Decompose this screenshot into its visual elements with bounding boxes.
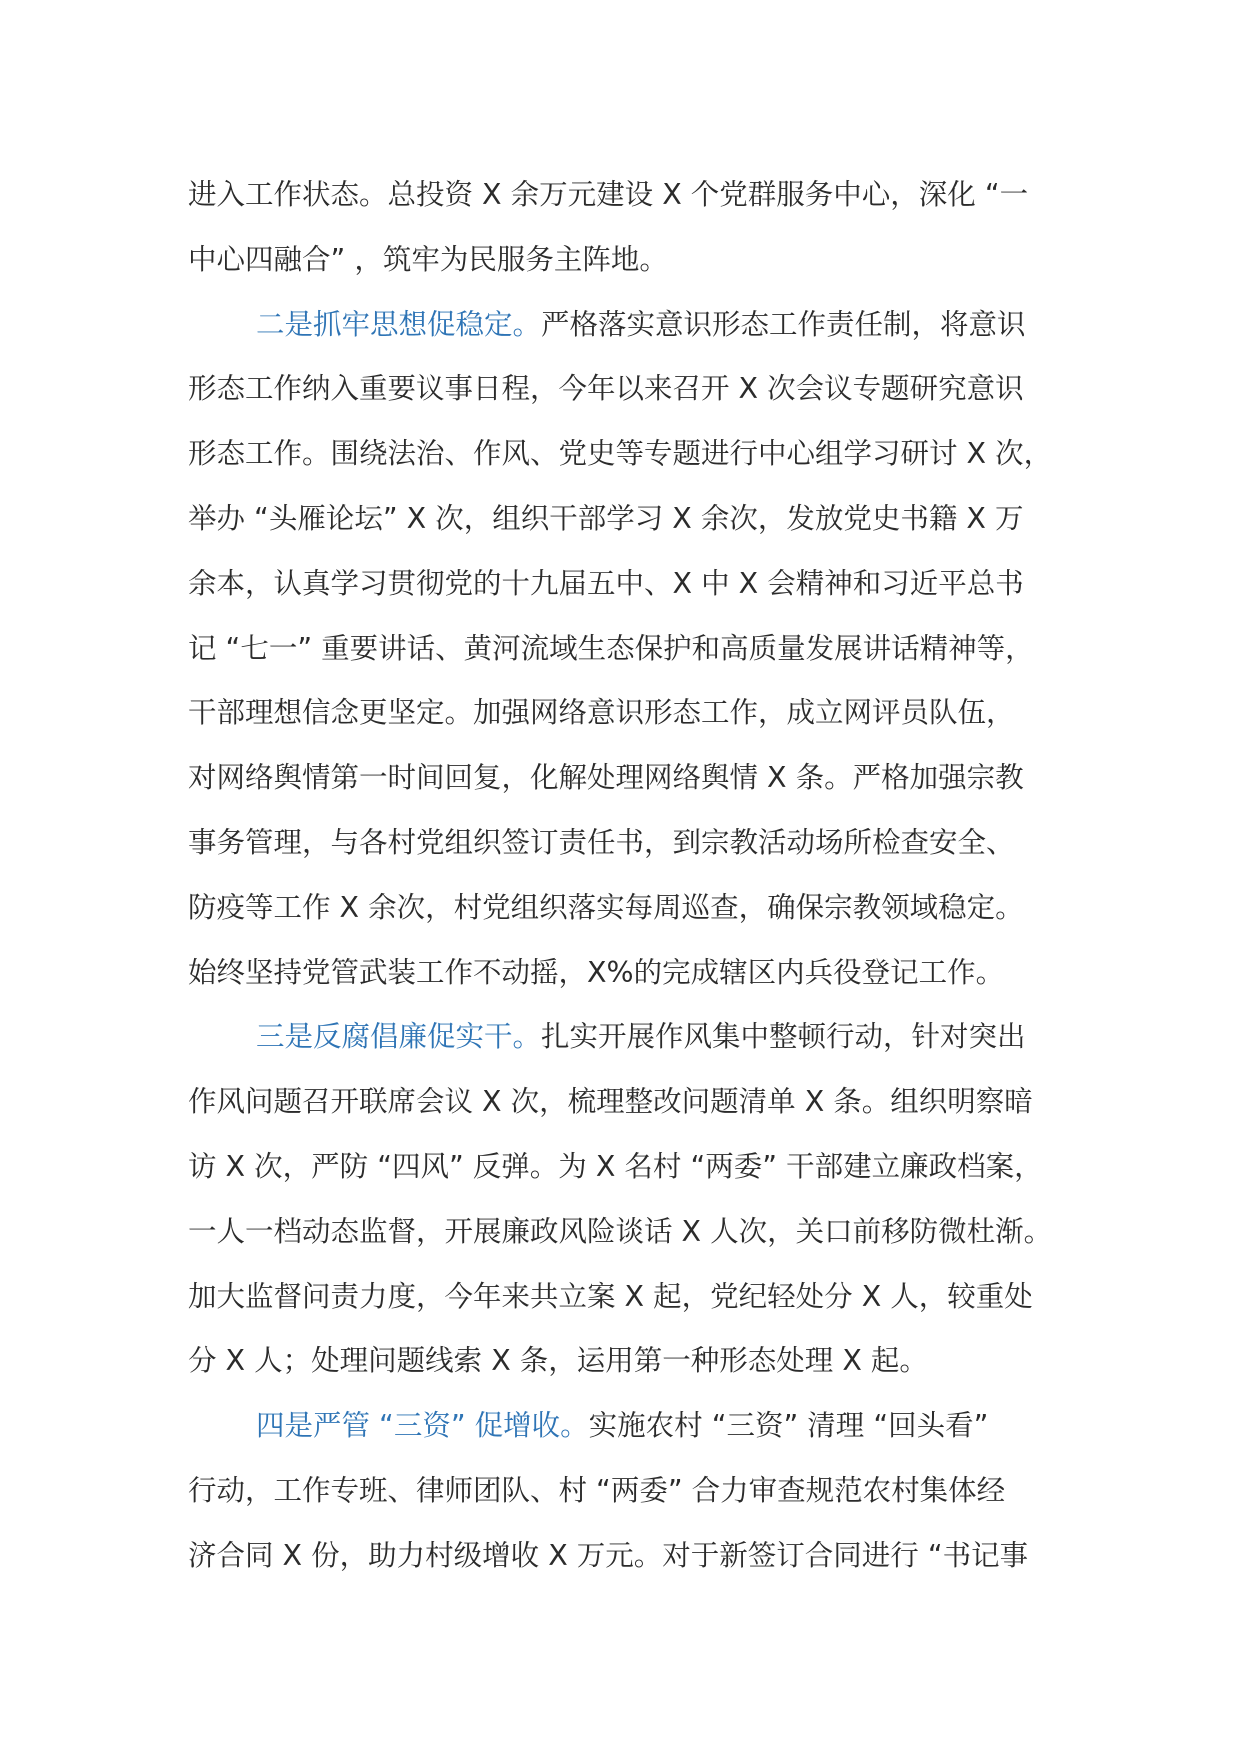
line-text: 济合同 X 份，助力村级增收 X 万元。对于新签订合同进行 “书记事 <box>188 1538 1029 1572</box>
text-line <box>188 1135 1068 1200</box>
text-line <box>188 357 1068 422</box>
text-line <box>188 1265 1068 1330</box>
line-text: 访 X 次，严防 “四风” 反弹。为 X 名村 “两委” 干部建立廉政档案， <box>188 1149 1043 1183</box>
line-text: 记 “七一” 重要讲话、黄河流域生态保护和高质量发展讲话精神等， <box>188 631 1034 665</box>
line-text: 防疫等工作 X 余次，村党组织落实每周巡查，确保宗教领域稳定。 <box>188 890 1024 924</box>
text-line <box>188 1524 1068 1589</box>
text-line <box>188 746 1068 811</box>
line-text: 行动，工作专班、律师团队、村 “两委” 合力审查规范农村集体经 <box>188 1473 1006 1507</box>
line-text: 进入工作状态。总投资 X 余万元建设 X 个党群服务中心，深化 “一 <box>188 178 1029 211</box>
text-line <box>188 487 1068 552</box>
paragraph-start-line <box>188 293 1068 358</box>
text-line <box>188 941 1068 1006</box>
paragraph-start-line <box>188 1394 1068 1459</box>
section-heading: 二是抓牢思想促稳定。 <box>256 307 542 341</box>
line-text: 形态工作。围绕法治、作风、党史等专题进行中心组学习研讨 X 次， <box>188 437 1053 471</box>
line-text: 中心四融合” ，筑牢为民服务主阵地。 <box>188 242 668 276</box>
line-text: 余本，认真学习贯彻党的十九届五中、X 中 X 会精神和习近平总书 <box>188 566 1024 600</box>
paragraph-start-line <box>188 1005 1068 1070</box>
text-line <box>188 1329 1068 1394</box>
text-line <box>188 1200 1068 1265</box>
text-line <box>188 422 1068 487</box>
line-text: 举办 “头雁论坛” X 次，组织干部学习 X 余次，发放党史书籍 X 万 <box>188 501 1024 535</box>
text-line <box>188 552 1068 617</box>
line-text: 事务管理，与各村党组织签订责任书，到宗教活动场所检查安全、 <box>188 825 1015 859</box>
line-text: 扎实开展作风集中整顿行动，针对突出 <box>541 1020 1026 1054</box>
line-text: 严格落实意识形态工作责任制，将意识 <box>541 307 1026 341</box>
line-text: 实施农村 “三资” 清理 “回头看” <box>588 1409 989 1443</box>
line-text: 分 X 人；处理问题线索 X 条，运用第一种形态处理 X 起。 <box>188 1344 928 1378</box>
text-line <box>188 1070 1068 1135</box>
text-line <box>188 617 1068 682</box>
line-text: 始终坚持党管武装工作不动摇，X%的完成辖区内兵役登记工作。 <box>188 955 1005 989</box>
text-line <box>188 811 1068 876</box>
section-heading: 四是严管 “三资” 促增收。 <box>256 1409 589 1443</box>
text-line <box>188 876 1068 941</box>
text-line <box>188 163 1068 228</box>
text-line <box>188 1459 1068 1524</box>
line-text: 对网络舆情第一时间回复，化解处理网络舆情 X 条。严格加强宗教 <box>188 761 1024 795</box>
line-text: 作风问题召开联席会议 X 次，梳理整改问题清单 X 条。组织明察暗 <box>188 1085 1033 1119</box>
line-text: 一人一档动态监督，开展廉政风险谈话 X 人次，关口前移防微杜渐。 <box>188 1214 1053 1248</box>
line-text: 形态工作纳入重要议事日程，今年以来召开 X 次会议专题研究意识 <box>188 372 1024 406</box>
text-line <box>188 228 1068 293</box>
line-text: 干部理想信念更坚定。加强网络意识形态工作，成立网评员队伍， <box>188 696 1015 730</box>
section-heading: 三是反腐倡廉促实干。 <box>256 1020 542 1054</box>
line-text: 加大监督问责力度，今年来共立案 X 起，党纪轻处分 X 人，较重处 <box>188 1279 1033 1313</box>
text-line <box>188 681 1068 746</box>
body-text <box>188 163 1068 1589</box>
